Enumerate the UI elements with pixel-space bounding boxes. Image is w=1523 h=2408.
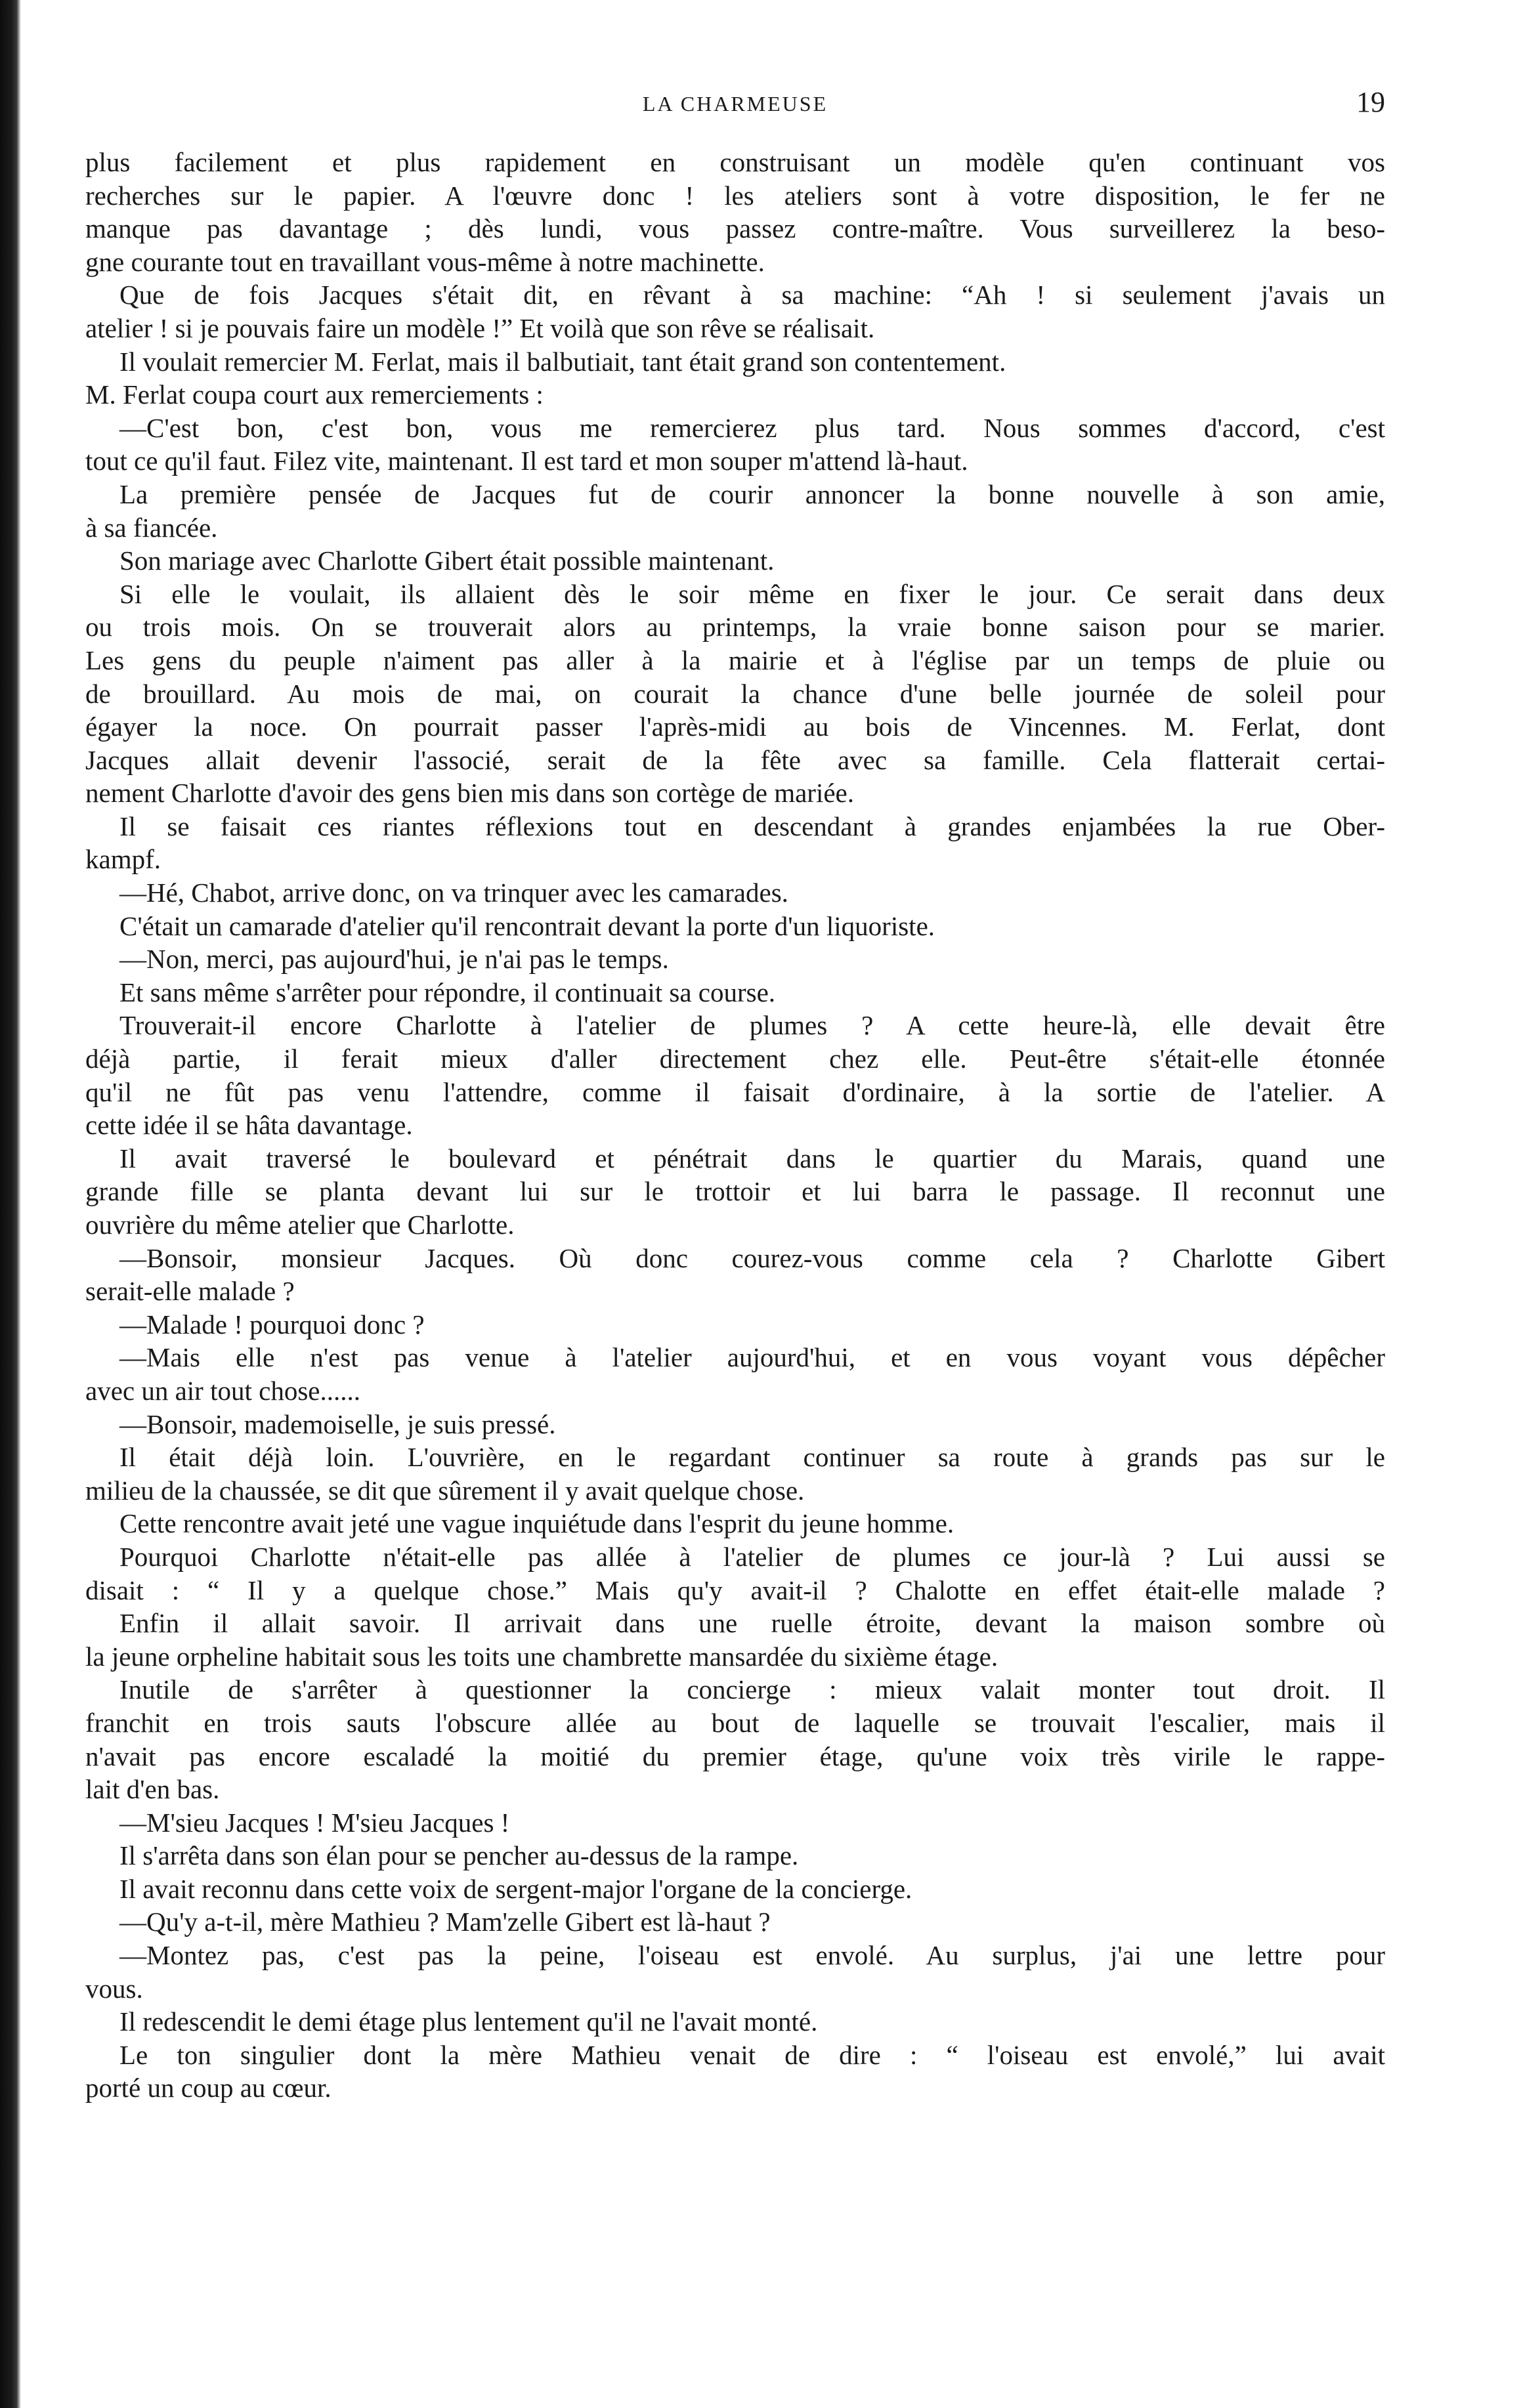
- text-line: C'était un camarade d'atelier qu'il rencontrait devant la porte d'un liquoriste.: [119, 910, 935, 941]
- text-line: Enfin il allait savoir. Il arrivait dans une ruelle étroite, devant la maison sombre où: [119, 1608, 1385, 1639]
- text-line: lait d'en bas.: [85, 1774, 220, 1805]
- text-line: —Bonsoir, monsieur Jacques. Où donc courez-vous comme cela ? Charlotte Gibert: [119, 1242, 1385, 1273]
- text-line: ouvrière du même atelier que Charlotte.: [85, 1210, 515, 1240]
- text-line: Il avait reconnu dans cette voix de sergent-major l'organe de la concierge.: [119, 1873, 912, 1904]
- text-line: plus facilement et plus rapidement en construisant un modèle qu'en continuant vos: [85, 147, 1385, 177]
- text-line: manque pas davantage ; dès lundi, vous passez contre-maître. Vous surveillerez la beso-: [85, 213, 1385, 244]
- text-line: —Montez pas, c'est pas la peine, l'oiseau est envolé. Au surplus, j'ai une lettre pour: [119, 1940, 1385, 1971]
- text-line: La première pensée de Jacques fut de courir annoncer la bonne nouvelle à son amie,: [119, 478, 1385, 509]
- text-line: Il avait traversé le boulevard et pénétrait dans le quartier du Marais, quand une: [119, 1143, 1385, 1173]
- text-line: Que de fois Jacques s'était dit, en rêvant à sa machine: “Ah ! si seulement j'avais un: [119, 280, 1385, 310]
- text-line: milieu de la chaussée, se dit que sûrement il y avait quelque chose.: [85, 1475, 805, 1506]
- text-line: Cette rencontre avait jeté une vague inquiétude dans l'esprit du jeune homme.: [119, 1508, 955, 1539]
- text-line: Inutile de s'arrêter à questionner la concierge : mieux valait monter tout droit. Il: [119, 1674, 1385, 1705]
- text-line: —Qu'y a-t-il, mère Mathieu ? Mam'zelle Gibert est là-haut ?: [119, 1907, 771, 1937]
- body-text: [85, 146, 1385, 2105]
- text-line: avec un air tout chose......: [85, 1375, 360, 1406]
- text-line: la jeune orpheline habitait sous les toits une chambrette mansardée du sixième étage.: [85, 1641, 998, 1672]
- text-line: grande fille se planta devant lui sur le trottoir et lui barra le passage. Il reconnut une: [85, 1176, 1385, 1207]
- text-line: ou trois mois. On se trouverait alors au printemps, la vraie bonne saison pour se marier.: [85, 612, 1385, 643]
- text-line: Si elle le voulait, ils allaient dès le soir même en fixer le jour. Ce serait dans deux: [119, 578, 1385, 609]
- text-line: qu'il ne fût pas venu l'attendre, comme il faisait d'ordinaire, à la sortie de l'atelier. A: [85, 1076, 1385, 1107]
- text-line: Jacques allait devenir l'associé, serait de la fête avec sa famille. Cela flatterait certai-: [85, 744, 1385, 775]
- text-line: recherches sur le papier. A l'œuvre donc ! les ateliers sont à votre disposition, le fer ne: [85, 180, 1385, 211]
- text-line: vous.: [85, 1973, 143, 2004]
- text-line: —Bonsoir, mademoiselle, je suis pressé.: [119, 1408, 556, 1439]
- text-line: nement Charlotte d'avoir des gens bien mis dans son cortège de mariée.: [85, 778, 854, 809]
- running-title: LA CHARMEUSE: [642, 92, 828, 116]
- text-line: —M'sieu Jacques ! M'sieu Jacques !: [119, 1807, 510, 1838]
- text-line: Le ton singulier dont la mère Mathieu venait de dire : “ l'oiseau est envolé,” lui avait: [119, 2039, 1385, 2070]
- text-line: Il redescendit le demi étage plus lentement qu'il ne l'avait monté.: [119, 2006, 818, 2037]
- text-line: Il se faisait ces riantes réflexions tout en descendant à grandes enjambées la rue Ober-: [119, 811, 1385, 841]
- text-line: à sa fiancée.: [85, 512, 218, 543]
- text-line: égayer la noce. On pourrait passer l'après-midi au bois de Vincennes. M. Ferlat, dont: [85, 711, 1385, 742]
- text-line: —Mais elle n'est pas venue à l'atelier aujourd'hui, et en vous voyant vous dépêcher: [119, 1342, 1385, 1373]
- text-line: franchit en trois sauts l'obscure allée au bout de laquelle se trouvait l'escalier, mais il: [85, 1707, 1385, 1738]
- text-line: serait-elle malade ?: [85, 1276, 295, 1307]
- page-number: 19: [1356, 86, 1385, 118]
- text-line: gne courante tout en travaillant vous-même à notre machinette.: [85, 246, 765, 277]
- text-line: Il était déjà loin. L'ouvrière, en le regardant continuer sa route à grands pas sur le: [119, 1442, 1385, 1473]
- text-line: déjà partie, il ferait mieux d'aller directement chez elle. Peut-être s'était-elle étonnée: [85, 1044, 1385, 1074]
- text-line: Il s'arrêta dans son élan pour se pencher au-dessus de la rampe.: [119, 1840, 799, 1871]
- text-line: Les gens du peuple n'aiment pas aller à la mairie et à l'église par un temps de pluie ou: [85, 644, 1385, 675]
- text-line: disait : “ Il y a quelque chose.” Mais qu'y avait-il ? Chalotte en effet était-elle malade ?: [85, 1574, 1385, 1605]
- text-line: tout ce qu'il faut. Filez vite, maintenant. Il est tard et mon souper m'attend là-haut.: [85, 446, 968, 476]
- page-header: [85, 85, 1385, 125]
- binding-edge: [0, 0, 21, 2408]
- text-line: —Non, merci, pas aujourd'hui, je n'ai pas le temps.: [119, 944, 669, 975]
- text-line: Son mariage avec Charlotte Gibert était possible maintenant.: [119, 545, 775, 576]
- text-line: M. Ferlat coupa court aux remerciements :: [85, 379, 544, 410]
- text-line: Et sans même s'arrêter pour répondre, il continuait sa course.: [119, 977, 776, 1007]
- text-line: Pourquoi Charlotte n'était-elle pas allée à l'atelier de plumes ce jour-là ? Lui aussi se: [119, 1541, 1385, 1572]
- text-line: porté un coup au cœur.: [85, 2073, 332, 2103]
- text-line: cette idée il se hâta davantage.: [85, 1110, 413, 1141]
- text-line: —Hé, Chabot, arrive donc, on va trinquer avec les camarades.: [119, 877, 788, 908]
- text-line: —C'est bon, c'est bon, vous me remercierez plus tard. Nous sommes d'accord, c'est: [119, 412, 1385, 443]
- text-line: kampf.: [85, 844, 161, 875]
- text-line: n'avait pas encore escaladé la moitié du premier étage, qu'une voix très virile le rappe-: [85, 1741, 1385, 1771]
- text-line: Il voulait remercier M. Ferlat, mais il balbutiait, tant était grand son contentement.: [119, 346, 1006, 377]
- text-line: —Malade ! pourquoi donc ?: [119, 1309, 425, 1340]
- text-line: Trouverait-il encore Charlotte à l'atelier de plumes ? A cette heure-là, elle devait être: [119, 1010, 1385, 1041]
- text-line: atelier ! si je pouvais faire un modèle !” Et voilà que son rêve se réalisait.: [85, 312, 875, 343]
- text-line: de brouillard. Au mois de mai, on courait la chance d'une belle journée de soleil pour: [85, 678, 1385, 709]
